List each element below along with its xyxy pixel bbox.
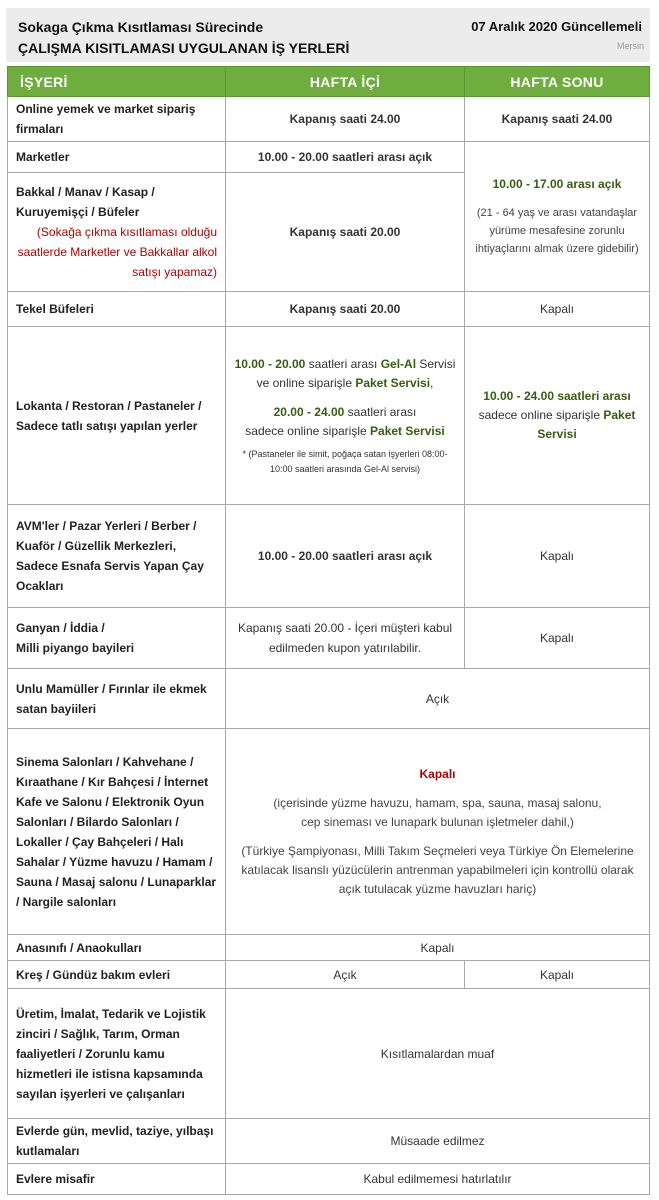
row-bakkal-name-cell	[8, 173, 226, 292]
row-tekel-weekday: Kapanış saati 20.00	[226, 292, 465, 327]
lokanta-we-line2: sadece online siparişle	[478, 408, 604, 422]
header-bar	[6, 8, 650, 62]
table-row	[8, 505, 650, 608]
header-city: Mersin	[616, 41, 644, 51]
spacer	[234, 393, 456, 403]
row-markets-weekend	[465, 142, 650, 292]
table-row	[8, 669, 650, 729]
lokanta-wd1-paket: Paket Servisi	[355, 375, 431, 390]
restrictions-table	[7, 66, 650, 1195]
lokanta-wd1-gelal: Gel-Al	[380, 356, 417, 371]
row-evlerde-value: Müsaade edilmez	[226, 1119, 650, 1164]
row-unlu-name: Unlu Mamüller / Fırınlar ile ekmek satan bayiileri	[8, 669, 226, 729]
col-header-workplace: İŞYERİ	[8, 67, 226, 97]
lokanta-wd1-end: ,	[430, 375, 434, 390]
row-ganyan-weekday: Kapanış saati 20.00 - İçeri müşteri kabul edilmeden kupon yatırılabilir.	[226, 608, 465, 669]
spacer	[234, 832, 641, 842]
spacer	[473, 194, 641, 204]
header-date: 07 Aralık 2020 Güncellemeli	[471, 19, 642, 34]
lokanta-wd1-mid: saatleri arası	[305, 356, 381, 371]
row-markets-name: Marketler	[8, 142, 226, 173]
row-bakkal-name: Bakkal / Manav / Kasap / Kuruyemişçi / Büfeler	[16, 185, 155, 219]
row-ganyan-name-cell	[8, 608, 226, 669]
row-kres-weekend: Kapalı	[465, 961, 650, 989]
table-row	[8, 1119, 650, 1164]
table-row	[8, 935, 650, 961]
row-misafir-value: Kabul edilmemesi hatırlatılır	[226, 1164, 650, 1195]
col-header-weekday: HAFTA İÇİ	[226, 67, 465, 97]
lokanta-wd1-time: 10.00 - 20.00	[234, 356, 306, 371]
markets-weekend-note: (21 - 64 yaş ve arası vatandaşlar yürüme mesafesine zorunlu ihtiyaçlarını almak üzere gidebilir)	[475, 207, 639, 255]
header-title-line2: ÇALIŞMA KISITLAMASI UYGULANAN İŞ YERLERİ	[18, 40, 350, 56]
table-row	[8, 327, 650, 505]
row-lokanta-name: Lokanta / Restoran / Pastaneler / Sadece tatlı satışı yapılan yerler	[8, 327, 226, 505]
lokanta-wd-line3	[234, 403, 456, 422]
row-avm-weekday: 10.00 - 20.00 saatleri arası açık	[226, 505, 465, 608]
row-ganyan-weekend: Kapalı	[465, 608, 650, 669]
table-header-row	[8, 67, 650, 97]
row-anasinifi-name: Anasınıfı / Anaokulları	[8, 935, 226, 961]
row-misafir-name: Evlere misafir	[8, 1164, 226, 1195]
row-sinema-value-cell	[226, 729, 650, 935]
lokanta-wd2-time: 20.00 - 24.00	[273, 404, 345, 419]
row-tekel-name: Tekel Büfeleri	[8, 292, 226, 327]
table-row	[8, 961, 650, 989]
table-row	[8, 608, 650, 669]
lokanta-we-time: 10.00 - 24.00 saatleri arası	[483, 389, 631, 403]
row-markets-weekday: 10.00 - 20.00 saatleri arası açık	[226, 142, 465, 173]
lokanta-wd1-servis: Servisi	[416, 356, 456, 371]
table-row	[8, 989, 650, 1119]
row-sinema-note2: (Türkiye Şampiyonası, Milli Takım Seçmeleri veya Türkiye Ön Elemelerine katılacak lisanslı yüzücülerin antrenman yapabilmeleri için kontrollü olarak açık tutulacak yüzme havuzları hariç)	[241, 843, 634, 896]
row-ganyan-name-line2: Milli piyango bayileri	[16, 641, 135, 655]
markets-weekend-main: 10.00 - 17.00 arası açık	[492, 177, 622, 191]
row-sinema-value: Kapalı	[419, 766, 456, 781]
row-bakkal-note: (Sokağa çıkma kısıtlaması olduğu saatlerde Marketler ve Bakkallar alkol satışı yapamaz)	[17, 225, 217, 279]
table-row	[8, 292, 650, 327]
table-row	[8, 97, 650, 142]
row-unlu-value: Açık	[226, 669, 650, 729]
table-row	[8, 142, 650, 173]
row-online-name: Online yemek ve market sipariş firmaları	[8, 97, 226, 142]
row-kres-name: Kreş / Gündüz bakım evleri	[8, 961, 226, 989]
row-lokanta-weekend	[465, 327, 650, 505]
col-header-weekend: HAFTA SONU	[465, 67, 650, 97]
row-anasinifi-value: Kapalı	[226, 935, 650, 961]
header-title-line1: Sokaga Çıkma Kısıtlaması Sürecinde	[18, 19, 264, 35]
spacer	[234, 784, 641, 794]
row-evlerde-name: Evlerde gün, mevlid, taziye, yılbaşı kutlamaları	[8, 1119, 226, 1164]
row-online-weekend: Kapanış saati 24.00	[465, 97, 650, 142]
row-kres-weekday: Açık	[226, 961, 465, 989]
lokanta-wd-line4	[234, 422, 456, 441]
row-lokanta-weekday	[226, 327, 465, 505]
table-row	[8, 1164, 650, 1195]
lokanta-wd2-line2: sadece online siparişle	[245, 423, 371, 438]
lokanta-wd1-line2: ve online siparişle	[256, 375, 356, 390]
lokanta-wd-note: * (Pastaneler ile simit, poğaça satan işyerleri 08:00-10:00 saatleri arasında Gel-Al servisi)	[242, 448, 448, 474]
lokanta-we-line2-wrap	[473, 406, 641, 444]
lokanta-wd2-mid: saatleri arası	[344, 404, 417, 419]
row-avm-name: AVM'ler / Pazar Yerleri / Berber / Kuaför / Güzellik Merkezleri, Sadece Esnafa Servis Yapan Çay Ocakları	[8, 505, 226, 608]
lokanta-wd-line1	[234, 355, 456, 374]
row-ganyan-name-line1: Ganyan / İddia /	[16, 621, 105, 635]
row-bakkal-weekday: Kapanış saati 20.00	[226, 173, 465, 292]
lokanta-we-paket: Paket Servisi	[537, 408, 636, 441]
row-uretim-value: Kısıtlamalardan muaf	[226, 989, 650, 1119]
row-avm-weekend: Kapalı	[465, 505, 650, 608]
row-tekel-weekend: Kapalı	[465, 292, 650, 327]
row-sinema-name: Sinema Salonları / Kahvehane / Kıraathane / Kır Bahçesi / İnternet Kafe ve Salonu / Elektronik Oyun Salonları / Bilardo Salonları / Lokaller / Çay Bahçeleri / Halı Sahalar / Yüzme havuzu / Hamam / Sauna / Masaj salonu / Lunaparklar / Nargile salonları	[8, 729, 226, 935]
row-uretim-name: Üretim, İmalat, Tedarik ve Lojistik zinciri / Sağlık, Tarım, Orman faaliyetleri / Zorunlu kamu hizmetleri ile istisna kapsamında sayılan işyerleri ve çalışanları	[8, 989, 226, 1119]
table-row	[8, 729, 650, 935]
lokanta-wd-line2	[234, 374, 456, 393]
row-sinema-note1: (içerisinde yüzme havuzu, hamam, spa, sauna, masaj salonu, cep sineması ve lunapark bulunan işletmeler dahil,)	[273, 795, 602, 829]
lokanta-wd2-paket: Paket Servisi	[370, 423, 445, 438]
row-online-weekday: Kapanış saati 24.00	[226, 97, 465, 142]
